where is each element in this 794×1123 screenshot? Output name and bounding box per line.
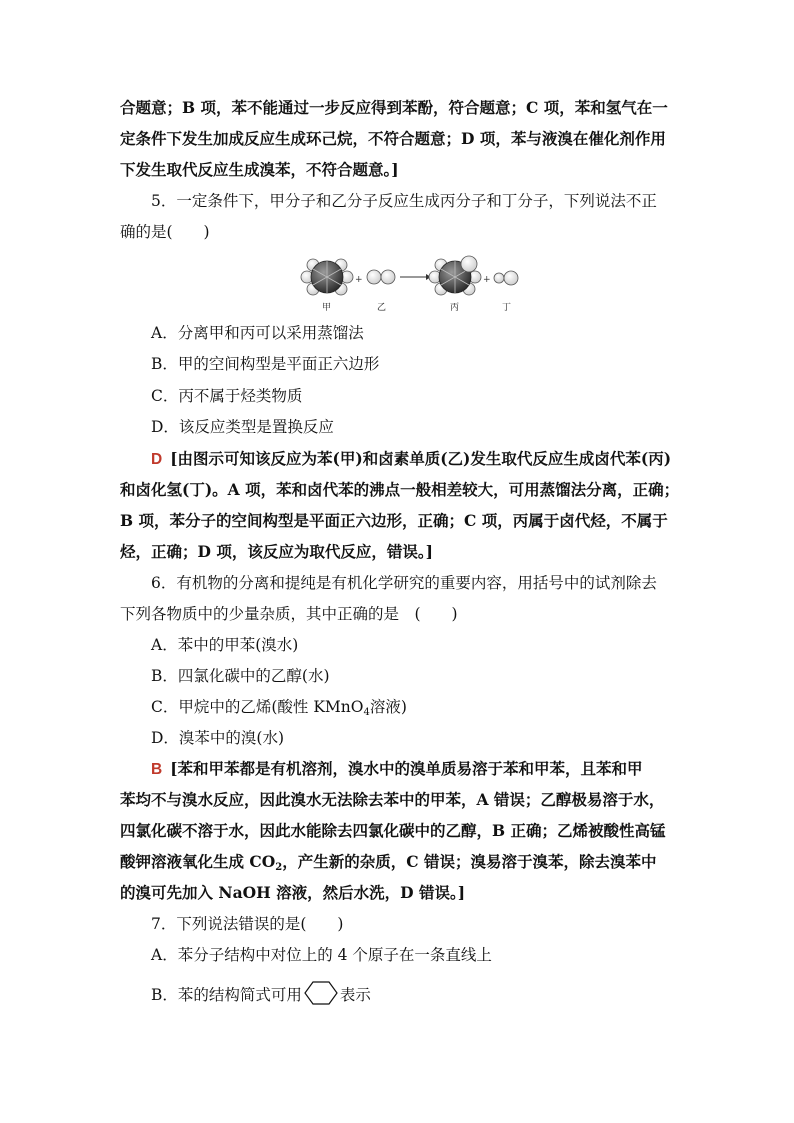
q5-expl-text-1: [由图示可知该反应为苯(甲)和卤素单质(乙)发生取代反应生成卤代苯(丙) <box>170 449 672 468</box>
q5-answer: D <box>151 451 163 468</box>
q7-option-b-text: B．苯的结构简式可用 <box>151 986 302 1004</box>
q6-option-c-subscript: 4 <box>363 707 370 718</box>
q6-option-c-text: C．甲烷中的乙烯(酸性 KMnO <box>151 698 364 716</box>
benzene-hexagon-icon <box>304 980 338 1012</box>
prev-explanation-line-1: 合题意；B 项，苯不能通过一步反应得到苯酚，符合题意；C 项，苯和氢气在一 <box>120 98 668 117</box>
halobenzene-molecule-icon <box>429 256 481 295</box>
hydrogen-halide-molecule-icon <box>494 271 518 285</box>
q5-option-a: A．分离甲和丙可以采用蒸馏法 <box>151 324 364 342</box>
q5-explanation-line-4: 烃，正确；D 项，该反应为取代反应，错误。] <box>120 542 433 561</box>
q6-expl-text-1: [苯和甲苯都是有机溶剂，溴水中的溴单质易溶于苯和甲苯，且苯和甲 <box>170 759 643 778</box>
q7-option-b <box>151 980 707 1012</box>
q5-option-b: B．甲的空间构型是平面正六边形 <box>151 355 380 373</box>
q5-option-d: D．该反应类型是置换反应 <box>151 418 334 436</box>
q6-option-a: A．苯中的甲苯(溴水) <box>151 636 299 654</box>
q6-expl-text-4: 酸钾溶液氧化生成 CO <box>120 852 276 871</box>
q6-explanation-line-5: 的溴可先加入 NaOH 溶液，然后水洗，D 错误。] <box>120 883 466 902</box>
q6-expl-subscript: 2 <box>275 862 283 873</box>
q6-stem-line-1: 6．有机物的分离和提纯是有机化学研究的重要内容，用括号中的试剂除去 <box>151 574 657 592</box>
q5-option-c: C．丙不属于烃类物质 <box>151 387 303 405</box>
q6-answer: B <box>151 761 163 778</box>
q6-option-b: B．四氯化碳中的乙醇(水) <box>151 667 330 685</box>
reaction-arrow-icon <box>400 274 431 280</box>
label-yi: 乙 <box>377 303 387 313</box>
q6-explanation-line-2: 苯均不与溴水反应，因此溴水无法除去苯中的甲苯，A 错误；乙醇极易溶于水， <box>120 790 665 809</box>
q7-option-a: A．苯分子结构中对位上的 4 个原子在一条直线上 <box>151 946 492 964</box>
q5-stem-line-1: 5．一定条件下，甲分子和乙分子反应生成丙分子和丁分子，下列说法不正 <box>151 192 657 210</box>
q6-explanation-line-3: 四氯化碳不溶于水，因此水能除去四氯化碳中的乙醇，B 正确；乙烯被酸性高锰 <box>120 821 666 840</box>
plus-sign-1: + <box>355 275 363 285</box>
q6-explanation-line-4 <box>120 851 676 879</box>
benzene-molecule-icon <box>301 259 353 295</box>
q5-explanation-line-3: B 项，苯分子的空间构型是平面正六边形，正确；C 项，丙属于卤代烃，不属于 <box>120 511 668 530</box>
prev-explanation-line-2: 定条件下发生加成反应生成环己烷，不符合题意；D 项，苯与液溴在催化剂作用 <box>120 129 666 148</box>
label-ding: 丁 <box>502 303 512 313</box>
q6-explanation-line-1 <box>151 758 707 781</box>
q6-option-d: D．溴苯中的溴(水) <box>151 729 285 747</box>
reaction-diagram <box>300 252 530 316</box>
q6-option-c-tail: 溶液) <box>369 698 407 716</box>
q7-option-b-tail: 表示 <box>339 986 371 1004</box>
q6-expl-tail-4: ，产生新的杂质，C 错误；溴易溶于溴苯，除去溴苯中 <box>282 852 657 871</box>
q6-option-c <box>151 696 707 724</box>
q5-explanation-line-2: 和卤化氢(丁)。A 项，苯和卤代苯的沸点一般相差较大，可用蒸馏法分离，正确； <box>120 480 680 499</box>
q5-explanation-line-1 <box>151 448 707 471</box>
q5-stem-line-2: 确的是( ) <box>120 223 210 241</box>
halogen-molecule-icon <box>367 270 395 284</box>
label-bing: 丙 <box>450 303 460 313</box>
plus-sign-2: + <box>483 275 491 285</box>
q7-stem: 7．下列说法错误的是( ) <box>151 915 344 933</box>
prev-explanation-line-3: 下发生取代反应生成溴苯，不符合题意。] <box>120 160 399 179</box>
q6-stem-line-2: 下列各物质中的少量杂质，其中正确的是 ( ) <box>120 605 458 623</box>
label-jia: 甲 <box>322 303 332 313</box>
